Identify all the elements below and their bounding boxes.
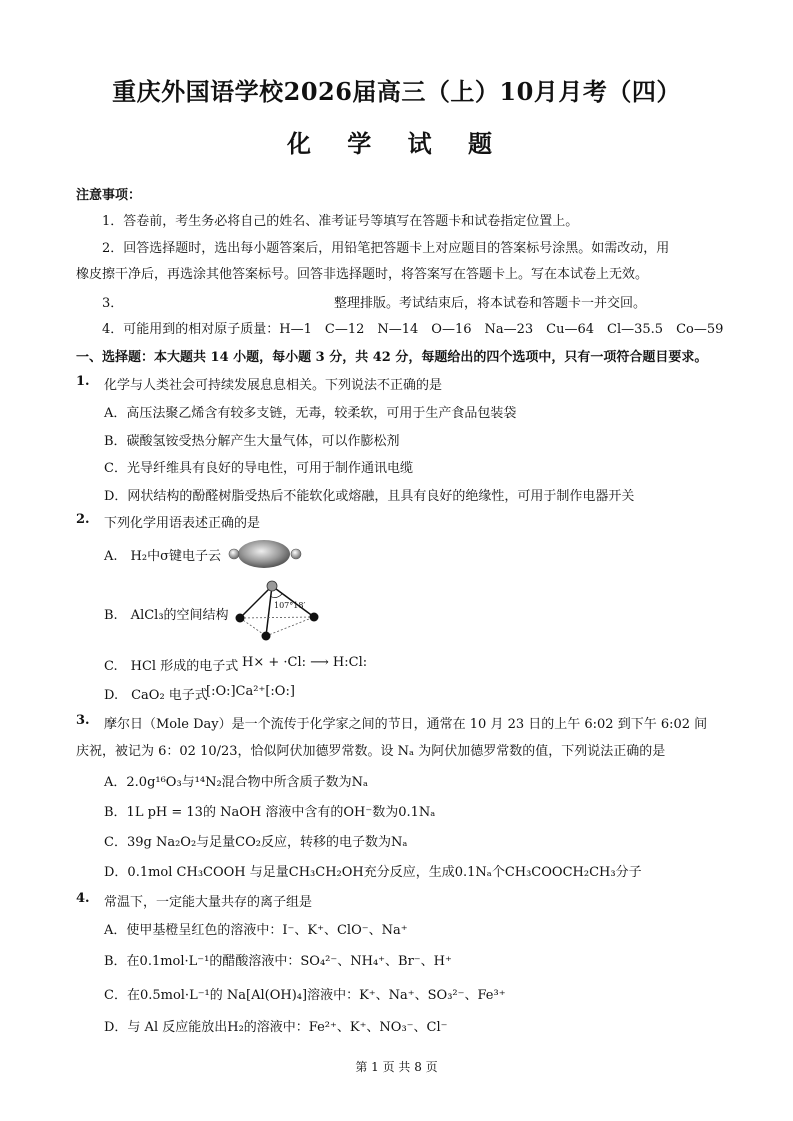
notice-item-2-cont: 橡皮擦干净后，再选涂其他答案标号。回答非选择题时，将答案写在答题卡上。写在本试卷上无效。 <box>76 267 649 282</box>
q2-stem: 下列化学用语表述正确的是 <box>104 516 261 531</box>
notice-heading: 注意事项： <box>76 188 142 203</box>
q4-option-b: B．在0.1mol·L⁻¹的醋酸溶液中：SO₄²⁻、NH₄⁺、Br⁻、H⁺ <box>104 954 452 969</box>
exam-subtitle: 化 学 试 题 <box>286 129 507 158</box>
q1-stem: 化学与人类社会可持续发展息息相关。下列说法不正确的是 <box>104 378 443 393</box>
notice-item-3-text: 整理排版。考试结束后，将本试卷和答题卡一并交回。 <box>334 296 647 311</box>
page-footer: 第 1 页 共 8 页 <box>355 1060 438 1074</box>
q2-number: 2. <box>76 512 90 527</box>
q4-option-d: D．与 Al 反应能放出H₂的溶液中：Fe²⁺、K⁺、NO₃⁻、Cl⁻ <box>104 1020 448 1035</box>
exam-title: 重庆外国语学校2026届高三（上）10月月考（四） <box>112 77 681 106</box>
q2-option-d: D. CaO₂ 电子式 <box>104 688 208 703</box>
q1-option-a: A．高压法聚乙烯含有较多支链，无毒，较柔软，可用于生产食品包装袋 <box>104 406 517 421</box>
notice-item-3: 3． <box>102 296 124 311</box>
notice-item-1: 1．答卷前，考生务必将自己的姓名、准考证号等填写在答题卡和试卷指定位置上。 <box>102 214 579 229</box>
q1-option-d: D．网状结构的酚醛树脂受热后不能软化或熔融，且具有良好的绝缘性，可用于制作电器开关 <box>104 489 635 504</box>
hcl-electron-formula: H× + ·Cl: ⟶ H:Cl: <box>242 655 368 670</box>
q3-stem-line-1: 摩尔日（Mole Day）是一个流传于化学家之间的节日，通常在 10 月 23 日的上午 6:02 到下午 6:02 间 <box>104 717 708 732</box>
q3-stem-line-2: 庆祝，被记为 6：02 10/23，恰似阿伏加德罗常数。设 Nₐ 为阿伏加德罗常数的值，下列说法正确的是 <box>76 744 666 759</box>
q2-option-b: B. AlCl₃的空间结构 <box>104 608 229 623</box>
q3-option-c: C．39g Na₂O₂与足量CO₂反应，转移的电子数为Nₐ <box>104 835 408 850</box>
alcl3-pyramid-structure <box>232 578 332 644</box>
q4-number: 4. <box>76 891 90 906</box>
notice-item-2: 2．回答选择题时，选出每小题答案后，用铅笔把答题卡上对应题目的答案标号涂黑。如需改动，用 <box>102 241 670 256</box>
notice-item-4: 4．可能用到的相对原子质量：H—1 C—12 N—14 O—16 Na—23 Cu—64 Cl—35.5 Co—59 <box>102 322 724 337</box>
q1-option-b: B．碳酸氢铵受热分解产生大量气体，可以作膨松剂 <box>104 434 400 449</box>
q3-option-b: B．1L pH = 13的 NaOH 溶液中含有的OH⁻数为0.1Nₐ <box>104 805 436 820</box>
q3-number: 3. <box>76 713 90 728</box>
q4-option-c: C．在0.5mol·L⁻¹的 Na[Al(OH)₄]溶液中：K⁺、Na⁺、SO₃²⁻、Fe³⁺ <box>104 988 506 1003</box>
q3-option-d: D．0.1mol CH₃COOH 与足量CH₃CH₂OH充分反应，生成0.1Nₐ个CH₃COOCH₂CH₃分子 <box>104 865 642 880</box>
q2-option-c: C. HCl 形成的电子式 <box>104 659 239 674</box>
q1-option-c: C．光导纤维具有良好的导电性，可用于制作通讯电缆 <box>104 461 413 476</box>
q3-option-a: A．2.0g¹⁶O₃与¹⁴N₂混合物中所含质子数为Nₐ <box>104 775 369 790</box>
q4-option-a: A．使甲基橙呈红色的溶液中：I⁻、K⁺、ClO⁻、Na⁺ <box>104 923 408 938</box>
sigma-bond-electron-cloud <box>224 538 304 570</box>
q2-option-a: A. H₂中σ键电子云 <box>104 549 221 564</box>
cao2-electron-formula: [:O:]Ca²⁺[:O:] <box>206 684 295 699</box>
q4-stem: 常温下，一定能大量共存的离子组是 <box>104 895 313 910</box>
section-1-heading: 一、选择题：本大题共 14 小题，每小题 3 分，共 42 分，每题给出的四个选项中，只有一项符合题目要求。 <box>76 350 708 365</box>
q1-number: 1. <box>76 374 90 389</box>
bond-angle-label: 107°18′ <box>274 601 306 610</box>
